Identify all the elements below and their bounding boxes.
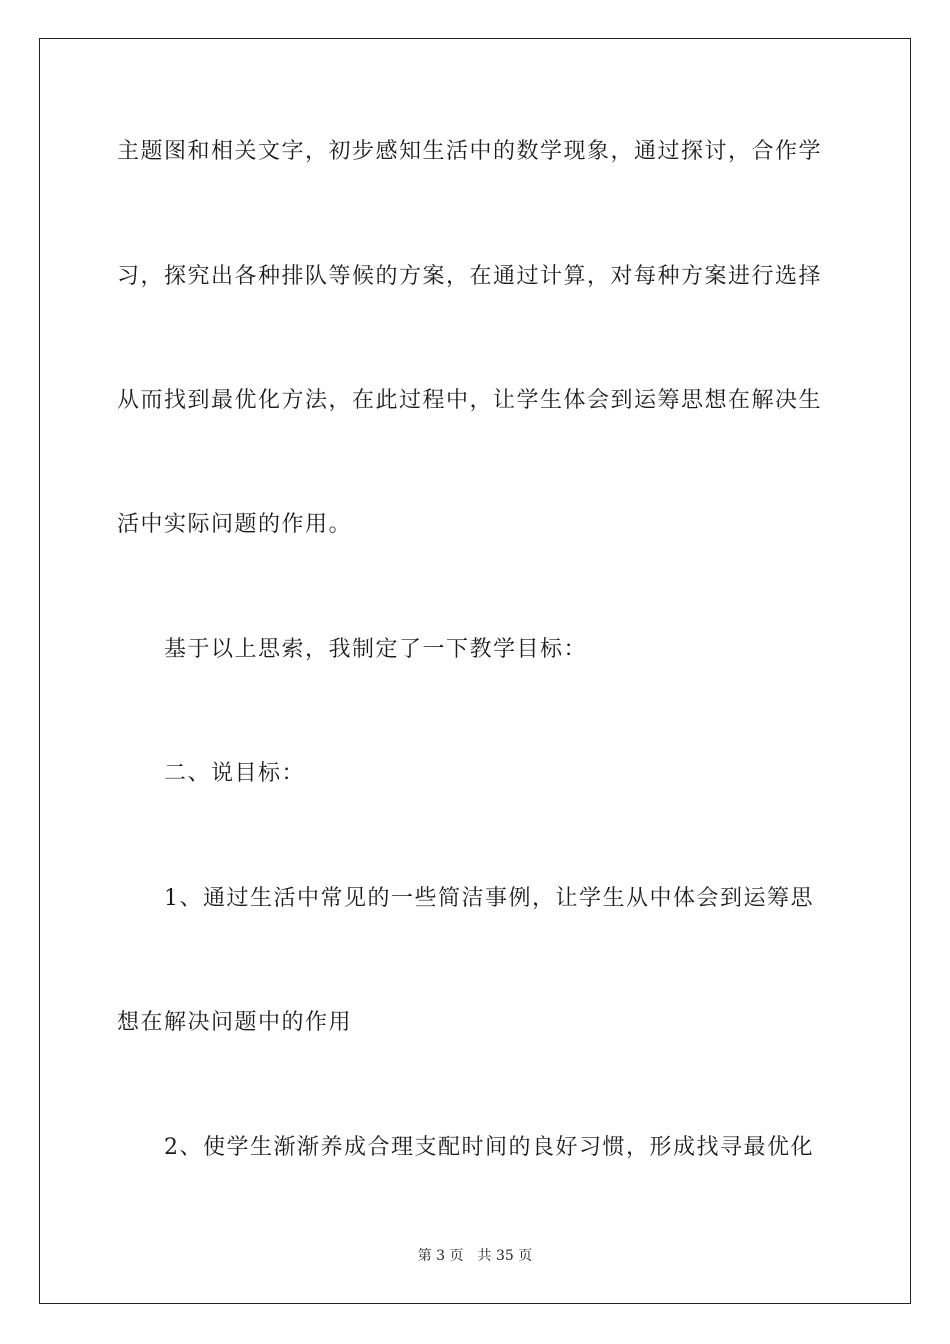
body-text-line: 活中实际问题的作用。 xyxy=(117,512,353,537)
list-item-text: 2、使学生渐渐养成合理支配时间的良好习惯，形成找寻最优化 xyxy=(164,1135,814,1160)
list-item-text: 1、通过生活中常见的一些简洁事例，让学生从中体会到运筹思 xyxy=(164,886,814,911)
page-number: 第 3 页 xyxy=(417,1248,464,1264)
body-text-line: 从而找到最优化方法，在此过程中，让学生体会到运筹思想在解决生 xyxy=(117,388,823,413)
page-total: 共 35 页 xyxy=(477,1248,533,1264)
body-text-line: 基于以上思索，我制定了一下教学目标： xyxy=(164,637,588,662)
body-text-line: 想在解决问题中的作用 xyxy=(117,1010,353,1035)
page-frame xyxy=(39,38,911,1304)
body-text-line: 习，探究出各种排队等候的方案，在通过计算，对每种方案进行选择 xyxy=(117,264,823,289)
page-footer xyxy=(0,1247,950,1265)
section-heading: 二、说目标： xyxy=(164,761,306,786)
body-text-line: 主题图和相关文字，初步感知生活中的数学现象，通过探讨，合作学 xyxy=(117,139,823,164)
